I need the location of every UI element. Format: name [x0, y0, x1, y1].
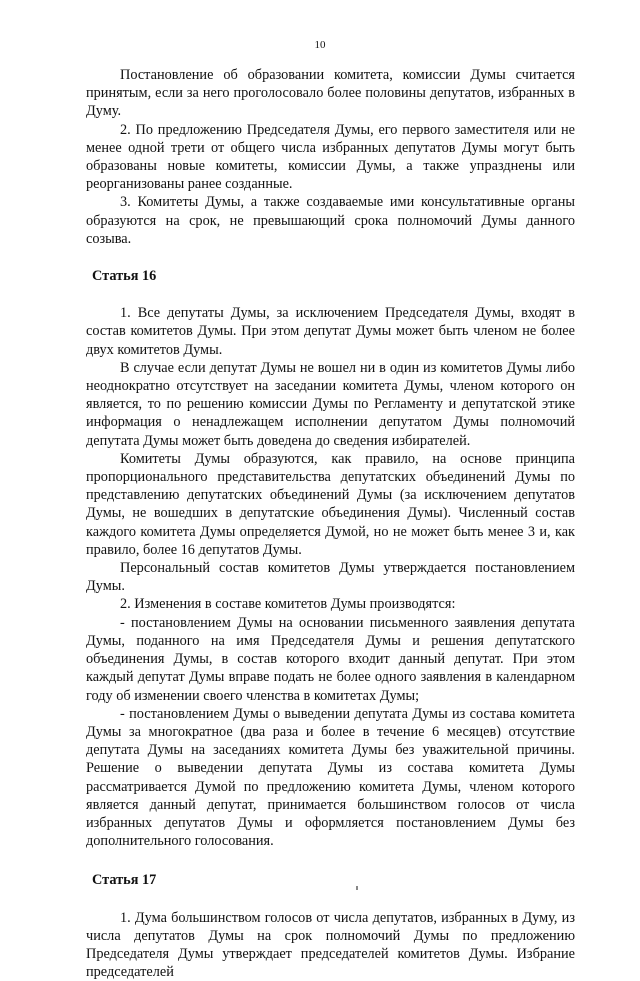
paragraph: 2. Изменения в составе комитетов Думы производятся:: [120, 596, 456, 613]
paragraph: - постановлением Думы на основании письменного заявления депутата Думы, поданного на имя Председателя Думы и решения депутатского объединения Думы, в состав которого входит данный депутат. При этом каждый депутат Думы вправе подать не более одного заявления в календарном году об изменении своего членства в комитетах Думы;: [86, 614, 575, 704]
article-heading-16: Статья 16: [92, 268, 157, 285]
paragraph: 1. Дума большинством голосов от числа депутатов, избранных в Думу, из числа депутатов Думы на срок полномочий Думы по предложению Председателя Думы утверждает председателей комитетов Думы. Избрание председателей: [86, 909, 575, 981]
paragraph: Постановление об образовании комитета, комиссии Думы считается принятым, если за него проголосовало более половины депутатов, избранных в Думу.: [86, 67, 575, 120]
paragraph: 1. Все депутаты Думы, за исключением Председателя Думы, входят в состав комитетов Думы. При этом депутат Думы может быть членом не более двух комитетов Думы.: [86, 305, 575, 358]
paragraph: Персональный состав комитетов Думы утверждается постановлением Думы.: [86, 560, 575, 595]
paragraph: 2. По предложению Председателя Думы, его первого заместителя или не менее одной трети от общего числа избранных депутатов Думы могут быть образованы новые комитеты, комиссии Думы, а также упразднены или реорганизованы ранее созданные.: [86, 121, 575, 193]
paragraph: - постановлением Думы о выведении депутата Думы из состава комитета Думы за многократное (два раза и более в течение 6 месяцев) отсутствие депутата Думы на заседаниях комитета Думы без уважительной причины. Решение о выведении депутата Думы из состава комитета Думы рассматривается Думой по предложению комитета Думы, членом которого является данный депутат, принимается большинством голосов от числа избранных депутатов Думы и оформляется постановлением Думы без дополнительного голосования.: [86, 705, 575, 850]
article-heading-17: Статья 17: [92, 872, 157, 889]
paragraph: В случае если депутат Думы не вошел ни в один из комитетов Думы либо неоднократно отсутствует на заседании комитета Думы, членом которого он является, то по решению комиссии Думы по Регламенту и депутатской этике информация о ненадлежащем исполнении депутатом Думы полномочий депутата Думы может быть доведена до сведения избирателей.: [86, 359, 575, 449]
page-number: 10: [314, 39, 326, 51]
scan-mark: [356, 886, 358, 890]
paragraph: Комитеты Думы образуются, как правило, на основе принципа пропорционального представительства депутатских объединений Думы по представлению депутатских объединений Думы (за исключением депутатов Думы, не вошедших в депутатские объединения Думы). Численный состав каждого комитета Думы определяется Думой, но не может быть менее 3 и, как правило, более 16 депутатов Думы.: [86, 450, 575, 558]
document-body: [86, 66, 575, 981]
paragraph: 3. Комитеты Думы, а также создаваемые ими консультативные органы образуются на срок, не превышающий срока полномочий Думы данного созыва.: [86, 194, 575, 247]
